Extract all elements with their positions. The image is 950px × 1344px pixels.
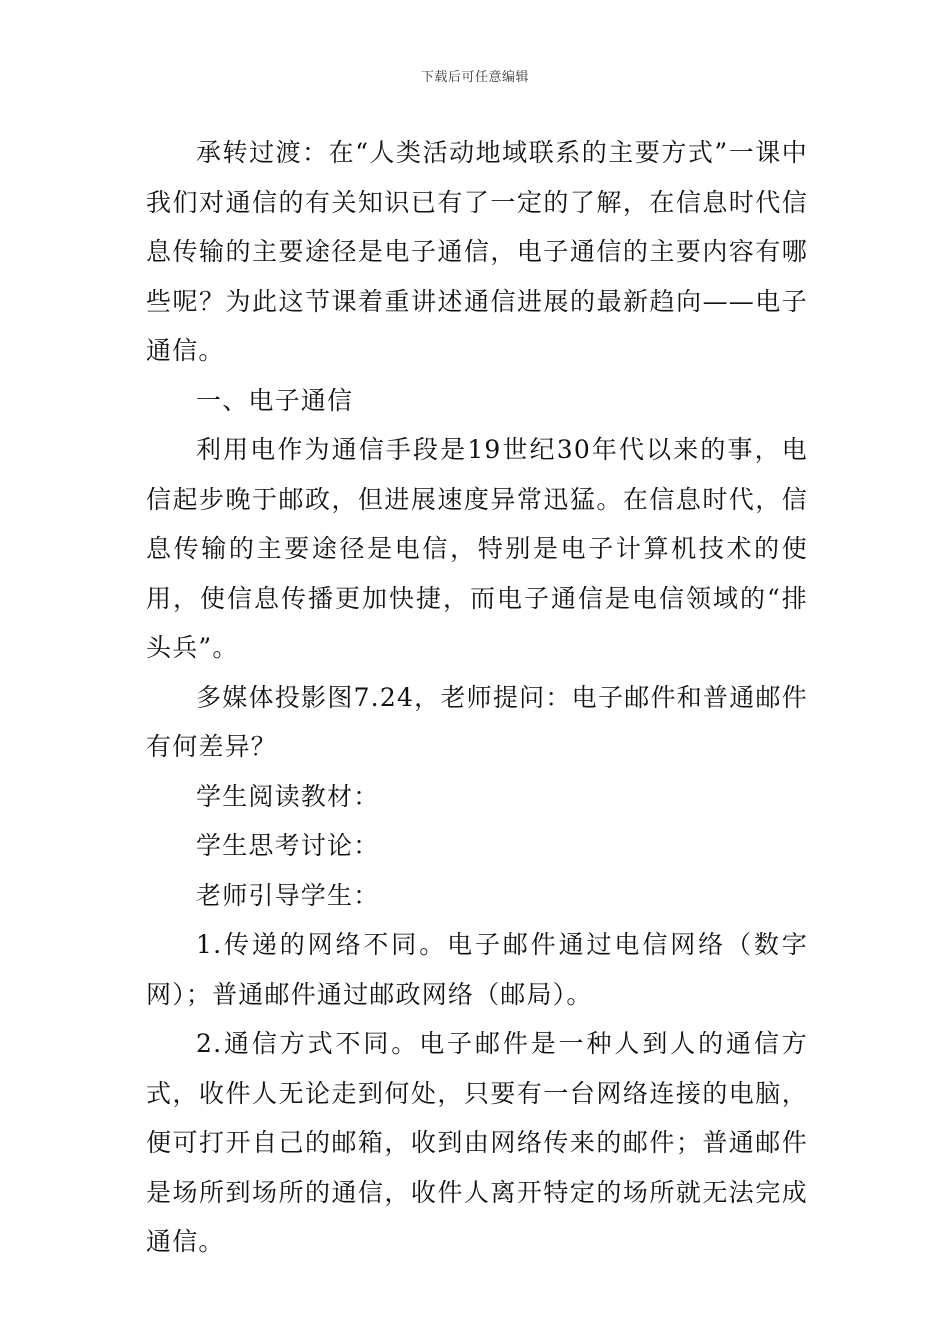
list-item-communication-method: 2.通信方式不同。电子邮件是一种人到人的通信方式，收件人无论走到何处，只要有一台网络连接的电脑，便可打开自己的邮箱，收到由网络传来的邮件；普通邮件是场所到场所的通信，收件人离开特定的场所就无法完成通信。 (146, 1029, 808, 1256)
paragraph-student-reading: 学生阅读教材： (196, 781, 380, 811)
list-item-network-difference: 1.传递的网络不同。电子邮件通过电信网络（数字网）；普通邮件通过邮政网络（邮局）。 (146, 930, 808, 1009)
paragraph-transition: 承转过渡：在“人类活动地域联系的主要方式”一课中我们对通信的有关知识已有了一定的了解，在信息时代信息传输的主要途径是电子通信，电子通信的主要内容有哪些呢？为此这节课着重讲述通信进展的最新趋向——电子通信。 (146, 138, 808, 365)
document-body (146, 128, 808, 1267)
paragraph-teacher-question: 多媒体投影图7.24，老师提问：电子邮件和普通邮件有何差异？ (146, 682, 808, 761)
paragraph-student-discussion: 学生思考讨论： (196, 831, 380, 860)
paragraph-teacher-guidance: 老师引导学生： (196, 880, 380, 910)
section-heading-electronic-communication: 一、电子通信 (196, 385, 354, 415)
page-header-note: 下载后可任意编辑 (420, 70, 529, 85)
paragraph-telecom-history: 利用电作为通信手段是19世纪30年代以来的事，电信起步晚于邮政，但进展速度异常迅猛。在信息时代，信息传输的主要途径是电信，特别是电子计算机技术的使用，使信息传播更加快捷，而电子通信是电信领域的“排头兵”。 (146, 435, 808, 662)
